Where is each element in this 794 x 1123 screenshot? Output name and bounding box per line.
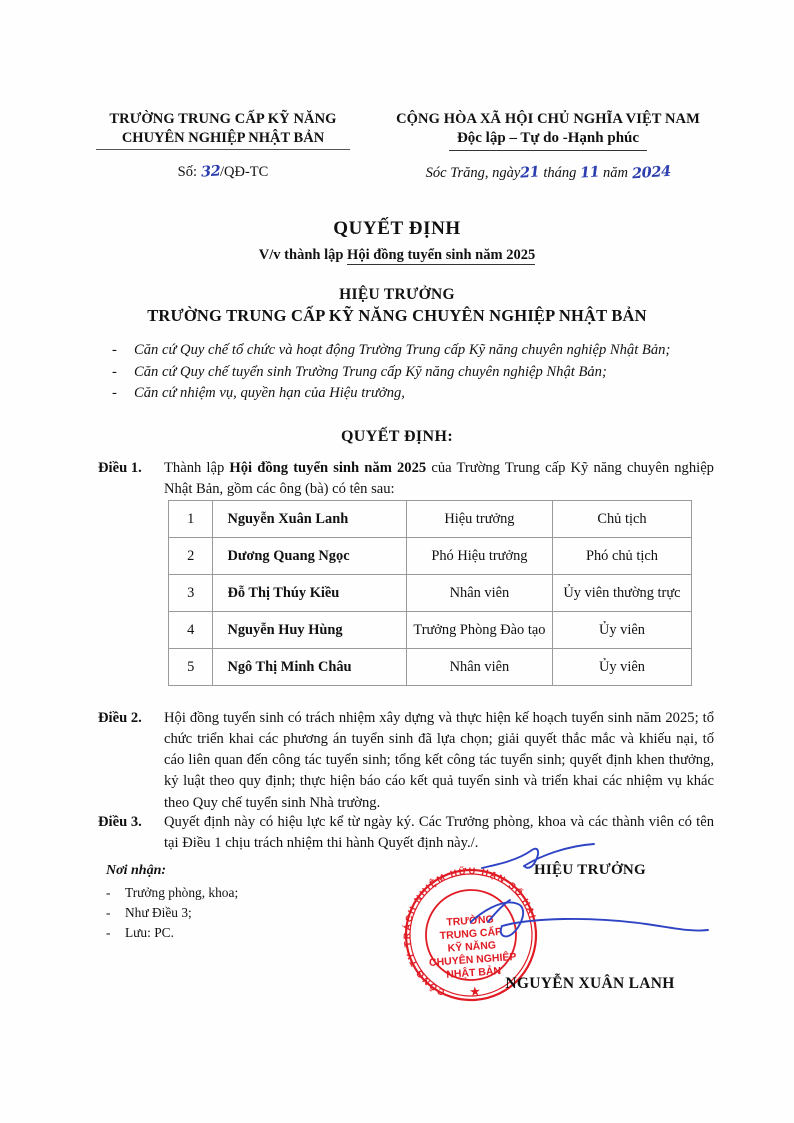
bullet-dash-icon: -: [106, 925, 111, 941]
org-name-line1: TRƯỜNG TRUNG CẤP KỸ NĂNG: [109, 111, 337, 127]
row-index: 4: [169, 612, 213, 649]
row-position: Nhân viên: [406, 649, 552, 686]
row-council-role: Ủy viên: [552, 649, 691, 686]
header-national-block: [374, 110, 722, 182]
row-index: 5: [169, 649, 213, 686]
place-and-date: [374, 164, 722, 182]
document-number-handwritten: 32: [200, 162, 221, 181]
row-member-name: Nguyễn Huy Hùng: [213, 612, 406, 649]
row-index: 2: [169, 538, 213, 575]
bullet-dash-icon: -: [106, 905, 111, 921]
signature-role-block: [440, 862, 740, 879]
row-council-role: Ủy viên thường trực: [552, 575, 691, 612]
svg-text:CÔNG TY TRÁCH NHIỆM HỮU HẠN SỐ: CÔNG TY TRÁCH NHIỆM HỮU HẠN SỐ HAI: [402, 865, 538, 998]
page-title: QUYẾT ĐỊNH: [333, 218, 461, 239]
preamble-list: [112, 340, 706, 405]
article-1-prefix: Thành lập: [164, 460, 230, 476]
preamble-item: [112, 340, 706, 361]
recipient-text: Trưởng phòng, khoa;: [125, 885, 239, 900]
row-council-role: Ủy viên: [552, 612, 691, 649]
members-table: [168, 500, 692, 686]
bullet-dash-icon: -: [112, 385, 117, 402]
article-3-label: Điều 3.: [98, 814, 142, 830]
preamble-item-text: Căn cứ nhiệm vụ, quyền hạn của Hiệu trưởng,: [134, 385, 405, 402]
decide-heading: QUYẾT ĐỊNH:: [340, 428, 454, 445]
row-council-role: Phó chủ tịch: [552, 538, 691, 575]
article-3-body: Quyết định này có hiệu lực kể từ ngày ký. Các Trưởng phòng, khoa và các thành viên có tên tại Điều 1 chịu trách nhiệm thi hành Quyết định này./.: [164, 814, 714, 852]
subtitle-emphasis: Hội đồng tuyển sinh năm 2025: [347, 247, 536, 263]
signatory-role: HIỆU TRƯỞNG: [533, 862, 647, 878]
recipients-title: Nơi nhận:: [106, 863, 167, 878]
article-1-label: Điều 1.: [98, 460, 142, 476]
article-1-suffix: của Trường Trung cấp Kỹ năng chuyên nghiệp Nhật Bản, gồm các ông (bà) có tên sau:: [164, 460, 714, 498]
date-year-handwritten: 2024: [631, 162, 671, 183]
subtitle-prefix: V/v thành lập: [258, 247, 348, 263]
article-2-body: Hội đồng tuyển sinh có trách nhiệm xây dựng và thực hiện kế hoạch tuyển sinh năm 2025; tổ chức triển khai các phương án tuyển sinh đã lựa chọn; giải quyết thắc mắc và khiếu nại, tố cáo liên quan đến công tác tuyển sinh; tổng kết công tác tuyển sinh; quyết định khen thưởng, kỷ luật theo quy định; thực hiện báo cáo kết quả tuyển sinh và triển khai các nhiệm vụ khác theo Quy chế tuyển sinh Nhà trường.: [164, 710, 714, 811]
preamble-item-text: Căn cứ Quy chế tổ chức và hoạt động Trường Trung cấp Kỹ năng chuyên nghiệp Nhật Bản;: [134, 342, 671, 358]
table-row: [169, 612, 692, 649]
table-row: [169, 649, 692, 686]
issuing-authority: [0, 286, 794, 326]
recipients-block: [106, 860, 238, 943]
bullet-dash-icon: -: [106, 885, 111, 900]
table-row: [169, 575, 692, 612]
recipient-item: [106, 923, 238, 943]
bullet-dash-icon: -: [112, 363, 117, 380]
row-index: 3: [169, 575, 213, 612]
document-number: [78, 163, 368, 181]
svg-text:KỸ NĂNG: KỸ NĂNG: [447, 939, 497, 955]
svg-text:CHUYÊN NGHIỆP: CHUYÊN NGHIỆP: [428, 950, 517, 969]
recipient-item: [106, 883, 238, 903]
recipient-item: [106, 903, 238, 923]
row-position: Nhân viên: [406, 575, 552, 612]
date-month-handwritten: 11: [579, 163, 600, 182]
table-row: [169, 501, 692, 538]
row-member-name: Đỗ Thị Thúy Kiều: [213, 575, 406, 612]
article-1-body: [164, 458, 714, 500]
row-position: Hiệu trưởng: [406, 501, 552, 538]
issuer-organization: TRƯỜNG TRUNG CẤP KỸ NĂNG CHUYÊN NGHIỆP NHẬT BẢN: [147, 306, 647, 325]
date-year-label: năm: [602, 164, 628, 181]
place-date-prefix: Sóc Trăng, ngày: [425, 164, 521, 181]
national-title: CỘNG HÒA XÃ HỘI CHỦ NGHĨA VIỆT NAM: [396, 111, 700, 127]
national-motto: Độc lập – Tự do -Hạnh phúc: [449, 129, 647, 151]
document-number-suffix: /QĐ-TC: [220, 164, 269, 181]
svg-text:TRƯỜNG: TRƯỜNG: [445, 913, 495, 929]
row-position: Trưởng Phòng Đào tạo: [406, 612, 552, 649]
row-index: 1: [169, 501, 213, 538]
title-block: [0, 218, 794, 264]
row-member-name: Ngô Thị Minh Châu: [213, 649, 406, 686]
handwritten-signature: [470, 838, 720, 968]
recipient-text: Như Điều 3;: [125, 905, 192, 921]
row-position: Phó Hiệu trưởng: [406, 538, 552, 575]
svg-text:TRUNG CẤP: TRUNG CẤP: [439, 925, 503, 943]
table-row: [169, 538, 692, 575]
article-1: [98, 458, 714, 500]
preamble-item: [112, 383, 706, 404]
row-member-name: Nguyễn Xuân Lanh: [213, 501, 406, 538]
preamble-item-text: Căn cứ Quy chế tuyển sinh Trường Trung cấp Kỹ năng chuyên nghiệp Nhật Bản;: [134, 363, 607, 380]
org-name-line2: CHUYÊN NGHIỆP NHẬT BẢN: [96, 129, 350, 150]
issuer-role: HIỆU TRƯỞNG: [339, 286, 455, 303]
recipient-text: Lưu: PC.: [125, 925, 174, 941]
date-month-label: tháng: [543, 164, 577, 181]
document-subtitle: [0, 247, 794, 264]
signatory-name: NGUYỄN XUÂN LANH: [505, 975, 675, 992]
article-2-label: Điều 2.: [98, 710, 142, 726]
header-organization-block: [78, 110, 368, 181]
document-number-prefix: Số:: [177, 164, 197, 181]
row-council-role: Chủ tịch: [552, 501, 691, 538]
article-2: [98, 708, 714, 814]
svg-text:★: ★: [468, 983, 482, 1000]
svg-text:NHẬT BẢN: NHẬT BẢN: [445, 965, 502, 981]
date-day-handwritten: 21: [519, 163, 541, 182]
bullet-dash-icon: -: [112, 342, 117, 358]
preamble-item: [112, 362, 706, 383]
document-header: [78, 110, 722, 182]
article-3: [98, 812, 714, 854]
row-member-name: Dương Quang Ngọc: [213, 538, 406, 575]
article-1-emphasis: Hội đồng tuyển sinh năm 2025: [229, 460, 427, 476]
